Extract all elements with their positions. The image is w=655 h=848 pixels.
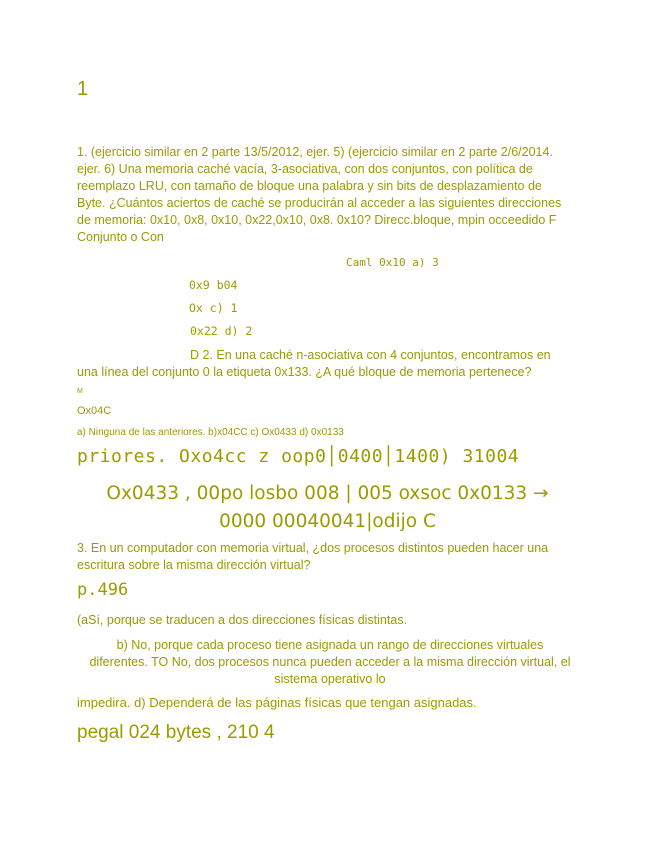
question-3-option-b [70,637,590,688]
text-line: b) No, porque cada proceso tiene asignada un rango de direcciones virtuales [116,638,544,652]
handwritten-footer-note: pegal 024 bytes , 210 4 [77,722,275,743]
text-line: ejer. 6) Una memoria caché vacía, 3-asociativa, con dos conjuntos, con política de [77,162,533,176]
handwritten-annotation [60,480,595,536]
question-1-option: 0x22 d) 2 [190,324,253,338]
text-line: reemplazo LRU, con tamaño de bloque una palabra y sin bits de desplazamiento de [77,179,542,193]
question-2-options: a) Ninguna de las anteriores. b)x04CC c) Ox0433 d) 0x0133 [77,427,344,438]
question-1-option: Ox c) 1 [189,301,238,315]
annotation-line: 0000 00040041|odijo C [219,511,436,532]
page-reference: p.496 [77,580,129,600]
question-1-text [77,144,577,246]
page-number: 1 [77,78,89,100]
text-line: diferentes. TO No, dos procesos nunca pueden acceder a la misma dirección virtual, el [89,655,571,669]
question-2-line: D 2. En una caché n-asociativa con 4 conjuntos, encontramos en [190,348,551,362]
text-line: Byte. ¿Cuántos aciertos de caché se producirán al acceder a las siguientes direcciones [77,196,562,210]
handwritten-note: Ox04C [77,405,112,417]
question-1-option: Caml 0x10 a) 3 [346,256,439,269]
question-2-line: una línea del conjunto 0 la etiqueta 0x133. ¿A qué bloque de memoria pertenece? [77,365,532,379]
text-line: de memoria: 0x10, 0x8, 0x10, 0x22,0x10, 0x8. 0x10? Direcc.bloque, mpin occeedido F [77,213,557,227]
text-line: Conjunto o Con [77,230,164,244]
question-3-option-d: impedira. d) Dependerá de las páginas físicas que tengan asignadas. [77,695,477,710]
text-line: 3. En un computador con memoria virtual, ¿dos procesos distintos pueden hacer una [77,541,549,555]
question-1-option: 0x9 b04 [189,278,238,292]
text-line: 1. (ejercicio similar en 2 parte 13/5/2012, ejer. 5) (ejercicio similar en 2 parte 2/6/2014. [77,145,553,159]
annotation-line: Ox0433 , 00po losbo 008 | 005 oxsoc 0x0133 → [106,483,549,504]
margin-mark: M [77,388,83,395]
question-3-option-a: (aSí, porque se traducen a dos direcciones físicas distintas. [77,613,408,627]
text-line: sistema operativo lo [274,672,386,686]
text-line: escritura sobre la misma dirección virtual? [77,558,311,572]
handwritten-scribble: priores. Oxo4cc z oop0│0400│1400) 31004 [77,446,520,467]
question-3-text [77,540,577,574]
